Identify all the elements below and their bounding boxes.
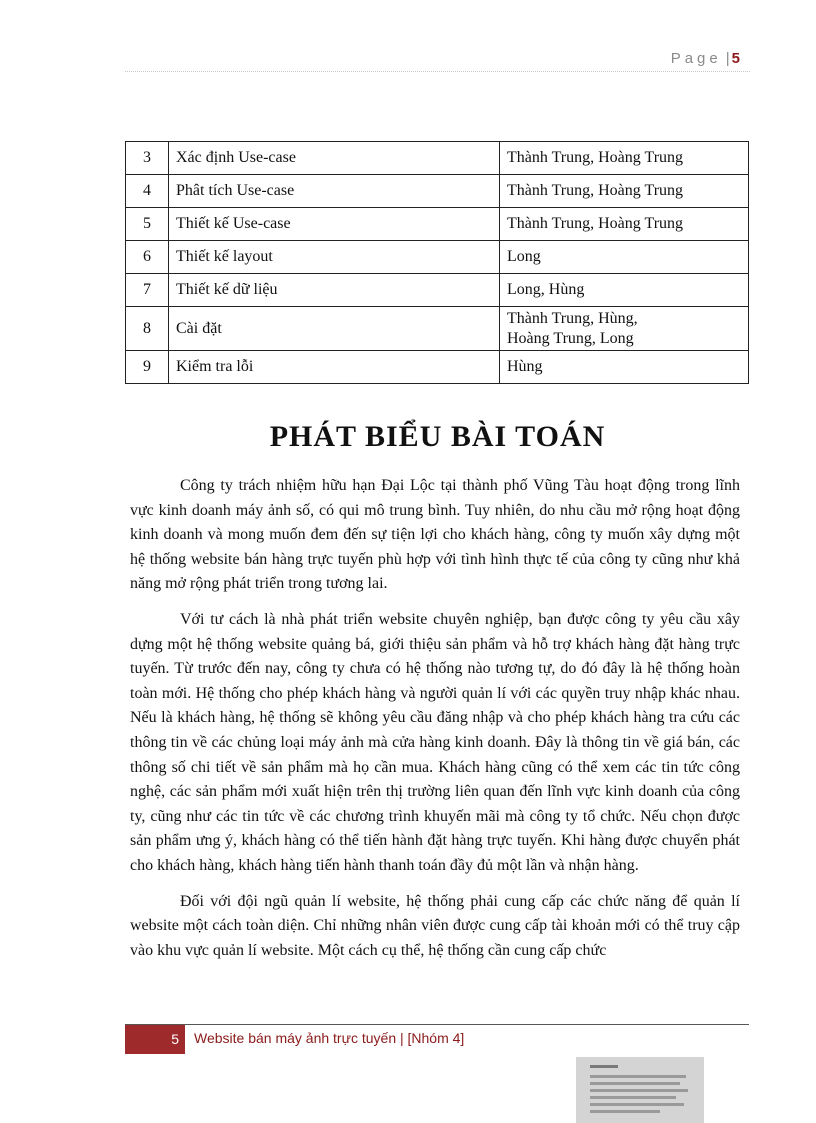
task-cell: Kiểm tra lỗi (169, 351, 500, 384)
task-cell: Thiết kế dữ liệu (169, 274, 500, 307)
paragraph: Công ty trách nhiệm hữu hạn Đại Lộc tại thành phố Vũng Tàu hoạt động trong lĩnh vực kinh doanh máy ảnh số, có qui mô trung bình. Tuy nhiên, do nhu cầu mở rộng hoạt động kinh doanh và mong muốn đem đến sự tiện lợi cho khách hàng, công ty muốn xây dựng một hệ thống website bán hàng trực tuyến phù hợp với tình hình thực tế của công ty cũng như khả năng mở rộng phát triển trong tương lai. (130, 477, 740, 593)
header-divider (125, 71, 750, 72)
footer-title: Website bán máy ảnh trực tuyến | [Nhóm 4] (194, 1030, 465, 1046)
thumbnail-line (590, 1089, 688, 1092)
row-number: 6 (126, 241, 169, 274)
assignee-cell: Hùng (500, 351, 749, 384)
assignee-cell: Thành Trung, Hoàng Trung (500, 175, 749, 208)
row-number: 8 (126, 307, 169, 351)
assignee-cell: Long (500, 241, 749, 274)
table-row (126, 241, 749, 274)
section-title: PHÁT BIỂU BÀI TOÁN (269, 420, 606, 453)
page-number: 5 (731, 50, 740, 67)
task-cell: Thiết kế layout (169, 241, 500, 274)
row-number: 4 (126, 175, 169, 208)
assignee-cell: Thành Trung, Hoàng Trung (500, 208, 749, 241)
assignee-cell: Long, Hùng (500, 274, 749, 307)
page-separator: | (725, 50, 730, 67)
table-row (126, 142, 749, 175)
task-cell: Cài đặt (169, 307, 500, 351)
footer-page-number: 5 (125, 1025, 185, 1054)
page-thumbnail (576, 1057, 704, 1123)
body-text (130, 474, 740, 974)
thumbnail-line (590, 1075, 686, 1078)
table-row (126, 351, 749, 384)
table-row (126, 274, 749, 307)
thumbnail-line (590, 1096, 676, 1099)
task-assignment-table (125, 141, 749, 384)
task-cell: Phât tích Use-case (169, 175, 500, 208)
assignee-line: Thành Trung, Hùng, (507, 309, 638, 327)
table-row (126, 208, 749, 241)
thumbnail-line (590, 1082, 680, 1085)
row-number: 5 (126, 208, 169, 241)
assignee-cell (500, 307, 749, 351)
table-row (126, 307, 749, 351)
page-header (671, 50, 740, 67)
assignee-cell: Thành Trung, Hoàng Trung (500, 142, 749, 175)
row-number: 9 (126, 351, 169, 384)
assignee-line: Hoàng Trung, Long (507, 329, 634, 347)
thumbnail-line (590, 1103, 684, 1106)
paragraph: Với tư cách là nhà phát triển website chuyên nghiệp, bạn được công ty yêu cầu xây dựng một hệ thống website quảng bá, giới thiệu sản phẩm và hỗ trợ khách hàng đặt hàng trực tuyến. Từ trước đến nay, công ty chưa có hệ thống nào tương tự, do đó đây là hệ thống hoàn toàn mới. Hệ thống cho phép khách hàng và người quản lí với các quyền truy nhập khác nhau. Nếu là khách hàng, hệ thống sẽ không yêu cầu đăng nhập và cho phép khách hàng tra cứu các thông tin về các chủng loại máy ảnh mà cửa hàng kinh doanh. Đây là thông tin về giá bán, các thông số chi tiết về sản phẩm mà họ cần mua. Khách hàng cũng có thể xem các tin tức công nghệ, các sản phẩm mới xuất hiện trên thị trường liên quan đến lĩnh vực kinh doanh của công ty, cũng như các tin tức về các chương trình khuyến mãi mà công ty tổ chức. Nếu chọn được sản phẩm ưng ý, khách hàng có thể tiến hành đặt hàng trực tuyến. Khi hàng được chuyển phát cho khách hàng, khách hàng tiến hành thanh toán đầy đủ một lần và nhận hàng. (130, 610, 740, 874)
row-number: 7 (126, 274, 169, 307)
paragraph: Đối với đội ngũ quản lí website, hệ thống phải cung cấp các chức năng để quản lí website một cách toàn diện. Chỉ những nhân viên được cung cấp tài khoản mới có thể truy cập vào khu vực quản lí website. Một cách cụ thể, hệ thống cần cung cấp chức (130, 892, 740, 959)
row-number: 3 (126, 142, 169, 175)
table-row (126, 175, 749, 208)
page-label: Page (670, 50, 722, 67)
task-cell: Thiết kế Use-case (169, 208, 500, 241)
thumbnail-line (590, 1065, 618, 1068)
thumbnail-line (590, 1110, 660, 1113)
footer-divider (125, 1024, 749, 1025)
task-cell: Xác định Use-case (169, 142, 500, 175)
